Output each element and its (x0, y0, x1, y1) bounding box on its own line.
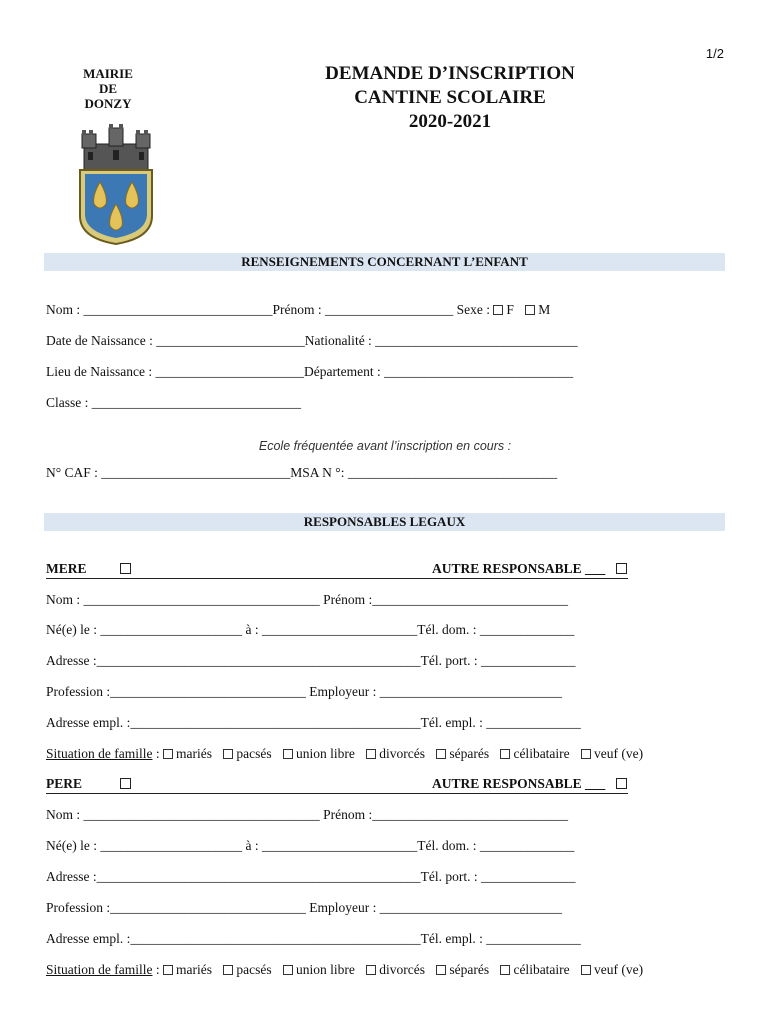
mairie-line: DE (98, 81, 118, 96)
sexe-f-checkbox[interactable] (493, 305, 503, 315)
situation-option: pacsés (236, 962, 272, 977)
situation-option: divorcés (379, 962, 425, 977)
title-line: CANTINE SCOLAIRE (354, 87, 546, 108)
situation-option: veuf (ve) (594, 746, 644, 761)
situation-label: Situation de famille (46, 962, 153, 977)
mairie-line: MAIRIE (83, 66, 133, 81)
pere-nom-line[interactable]: Nom : ___________________________________ Prénom :_____________________________ (46, 807, 568, 822)
situation-checkbox[interactable] (436, 749, 446, 759)
coat-of-arms-icon (76, 124, 156, 246)
situation-checkbox[interactable] (163, 965, 173, 975)
title-line: 2020-2021 (408, 111, 492, 132)
situation-option: pacsés (236, 746, 272, 761)
sexe-m-label: M (538, 302, 551, 317)
situation-label: Situation de famille (46, 746, 153, 761)
pere-header (46, 776, 628, 794)
mere-other-label: AUTRE RESPONSABLE ___ (432, 561, 606, 576)
mere-other-checkbox[interactable] (616, 563, 627, 574)
pere-profession-line[interactable]: Profession :_____________________________ Employeur : ___________________________ (46, 900, 562, 915)
situation-checkbox[interactable] (223, 965, 233, 975)
document-title (300, 62, 600, 134)
situation-option: mariés (176, 962, 212, 977)
child-name-text: Nom : ____________________________Prénom : ___________________ Sexe : (46, 302, 490, 317)
page-number: 1/2 (705, 46, 724, 61)
situation-option: célibataire (513, 746, 570, 761)
mere-naissance-line[interactable]: Né(e) le : _____________________ à : _______________________Tél. dom. : ______________ (46, 622, 575, 637)
situation-checkbox[interactable] (163, 749, 173, 759)
pere-situation-line (46, 962, 651, 978)
title-line: DEMANDE D’INSCRIPTION (325, 63, 575, 84)
situation-option: union libre (295, 746, 355, 761)
section-heading-enfant: RENSEIGNEMENTS CONCERNANT L’ENFANT (44, 253, 725, 271)
situation-separator: : (152, 962, 163, 977)
situation-checkbox[interactable] (366, 965, 376, 975)
birth-date-line[interactable]: Date de Naissance : ______________________Nationalité : ______________________________ (46, 333, 578, 348)
pere-other-checkbox[interactable] (616, 778, 627, 789)
mere-situation-line (46, 746, 651, 762)
situation-checkbox[interactable] (223, 749, 233, 759)
mere-adresse-empl-line[interactable]: Adresse empl. :___________________________________________Tél. empl. : ______________ (46, 715, 581, 730)
sexe-f-label: F (506, 302, 514, 317)
section-heading-legaux: RESPONSABLES LEGAUX (44, 513, 725, 531)
situation-checkbox[interactable] (581, 965, 591, 975)
situation-option: séparés (449, 746, 490, 761)
sexe-m-checkbox[interactable] (525, 305, 535, 315)
birth-place-line[interactable]: Lieu de Naissance : ______________________Département : ____________________________ (46, 364, 574, 379)
situation-checkbox[interactable] (366, 749, 376, 759)
mairie-label (72, 66, 144, 111)
situation-checkbox[interactable] (500, 965, 510, 975)
situation-option: mariés (176, 746, 212, 761)
mere-profession-line[interactable]: Profession :_____________________________ Employeur : ___________________________ (46, 684, 562, 699)
pere-checkbox[interactable] (120, 778, 131, 789)
mere-adresse-line[interactable]: Adresse :________________________________________________Tél. port. : ______________ (46, 653, 576, 668)
situation-separator: : (152, 746, 163, 761)
situation-option: union libre (295, 962, 355, 977)
pere-label: PERE (46, 776, 83, 791)
mere-nom-line[interactable]: Nom : ___________________________________ Prénom :_____________________________ (46, 592, 568, 607)
mairie-line: DONZY (84, 96, 132, 111)
ecole-note: Ecole fréquentée avant l’inscription en cours : (258, 439, 512, 453)
situation-checkbox[interactable] (581, 749, 591, 759)
mere-header (46, 561, 628, 579)
pere-adresse-empl-line[interactable]: Adresse empl. :___________________________________________Tél. empl. : ______________ (46, 931, 581, 946)
situation-option: veuf (ve) (594, 962, 644, 977)
mere-checkbox[interactable] (120, 563, 131, 574)
pere-adresse-line[interactable]: Adresse :________________________________________________Tél. port. : ______________ (46, 869, 576, 884)
child-name-line (46, 302, 558, 318)
classe-line[interactable]: Classe : _______________________________ (46, 395, 301, 410)
situation-checkbox[interactable] (283, 749, 293, 759)
situation-option: divorcés (379, 746, 425, 761)
situation-checkbox[interactable] (436, 965, 446, 975)
situation-checkbox[interactable] (283, 965, 293, 975)
situation-option: séparés (449, 962, 490, 977)
pere-other-label: AUTRE RESPONSABLE ___ (432, 776, 606, 791)
caf-line[interactable]: N° CAF : ____________________________MSA N °: _______________________________ (46, 465, 558, 480)
pere-naissance-line[interactable]: Né(e) le : _____________________ à : _______________________Tél. dom. : ______________ (46, 838, 575, 853)
mere-label: MERE (46, 561, 87, 576)
situation-option: célibataire (513, 962, 570, 977)
situation-checkbox[interactable] (500, 749, 510, 759)
